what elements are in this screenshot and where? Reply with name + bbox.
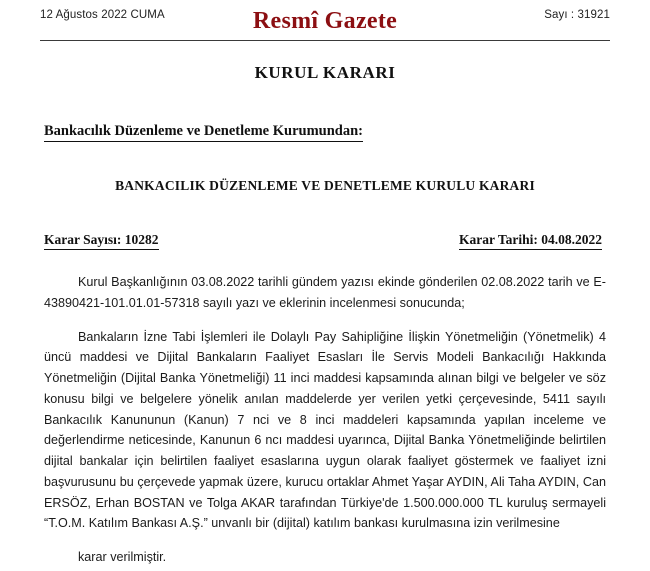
decision-number: Karar Sayısı: 10282 (44, 232, 159, 250)
paragraph-3: karar verilmiştir. (78, 550, 167, 565)
authority-line-wrap (40, 83, 610, 142)
masthead (40, 0, 610, 34)
masthead-divider (40, 40, 610, 41)
issue-number: Sayı : 31921 (544, 9, 610, 21)
decision-meta-row (40, 232, 610, 250)
publication-date: 12 Ağustos 2022 CUMA (40, 9, 165, 21)
decision-body (40, 272, 610, 568)
gazette-title: Resmî Gazete (252, 8, 398, 34)
board-decision-heading: BANKACILIK DÜZENLEME VE DENETLEME KURULU KARARI (115, 178, 535, 193)
decision-date: Karar Tarihi: 04.08.2022 (459, 232, 602, 250)
paragraph-2: Bankaların İzne Tabi İşlemleri ile Dolaylı Pay Sahipliğine İlişkin Yönetmeliğin (Yönetmelik) 4 üncü maddesi ve Dijital Bankaların Faaliyet Esasları İle Servis Modeli Bankacılığı Hakkında Yönetmeliğin (Dijital Banka Yönetmeliği) 11 inci maddesi kapsamında alınan bilgi ve belgeler ve söz konusu bilgi ve belgelere yönelik anılan maddelerde yer verilen yetki çerçevesinde, 5411 sayılı Bankacılık Kanununun (Kanun) 7 nci ve 8 inci maddeleri kapsamında yapılan inceleme ve değerlendirme neticesinde, Kanunun 6 ncı maddesi uyarınca, Dijital Banka Yönetmeliğinde belirtilen dijital bankalar için belirtilen faaliyet esaslarına uygun olarak faaliyet göstermek ve faaliyet izni başvurusunu bu çerçevede yapmak üzere, kurucu ortaklar Ahmet Yaşar AYDIN, Ali Taha AYDIN, Can ERSÖZ, Erhan BOSTAN ve Tolga AKAR tarafından Türkiye'de 1.500.000.000 TL kuruluş sermayeli “T.O.M. Katılım Bankası A.Ş.” unvanlı bir (dijital) katılım bankası kurulmasına izin verilmesine (44, 329, 606, 531)
paragraph-1: Kurul Başkanlığının 03.08.2022 tarihli gündem yazısı ekinde gönderilen 02.08.2022 tarih ve E-43890421-101.01.01-57318 sayılı yazı ve eklerinin incelenmesi sonucunda; (44, 275, 606, 310)
issuing-authority: Bankacılık Düzenleme ve Denetleme Kurumundan: (44, 123, 363, 142)
page-title: KURUL KARARI (254, 63, 396, 82)
